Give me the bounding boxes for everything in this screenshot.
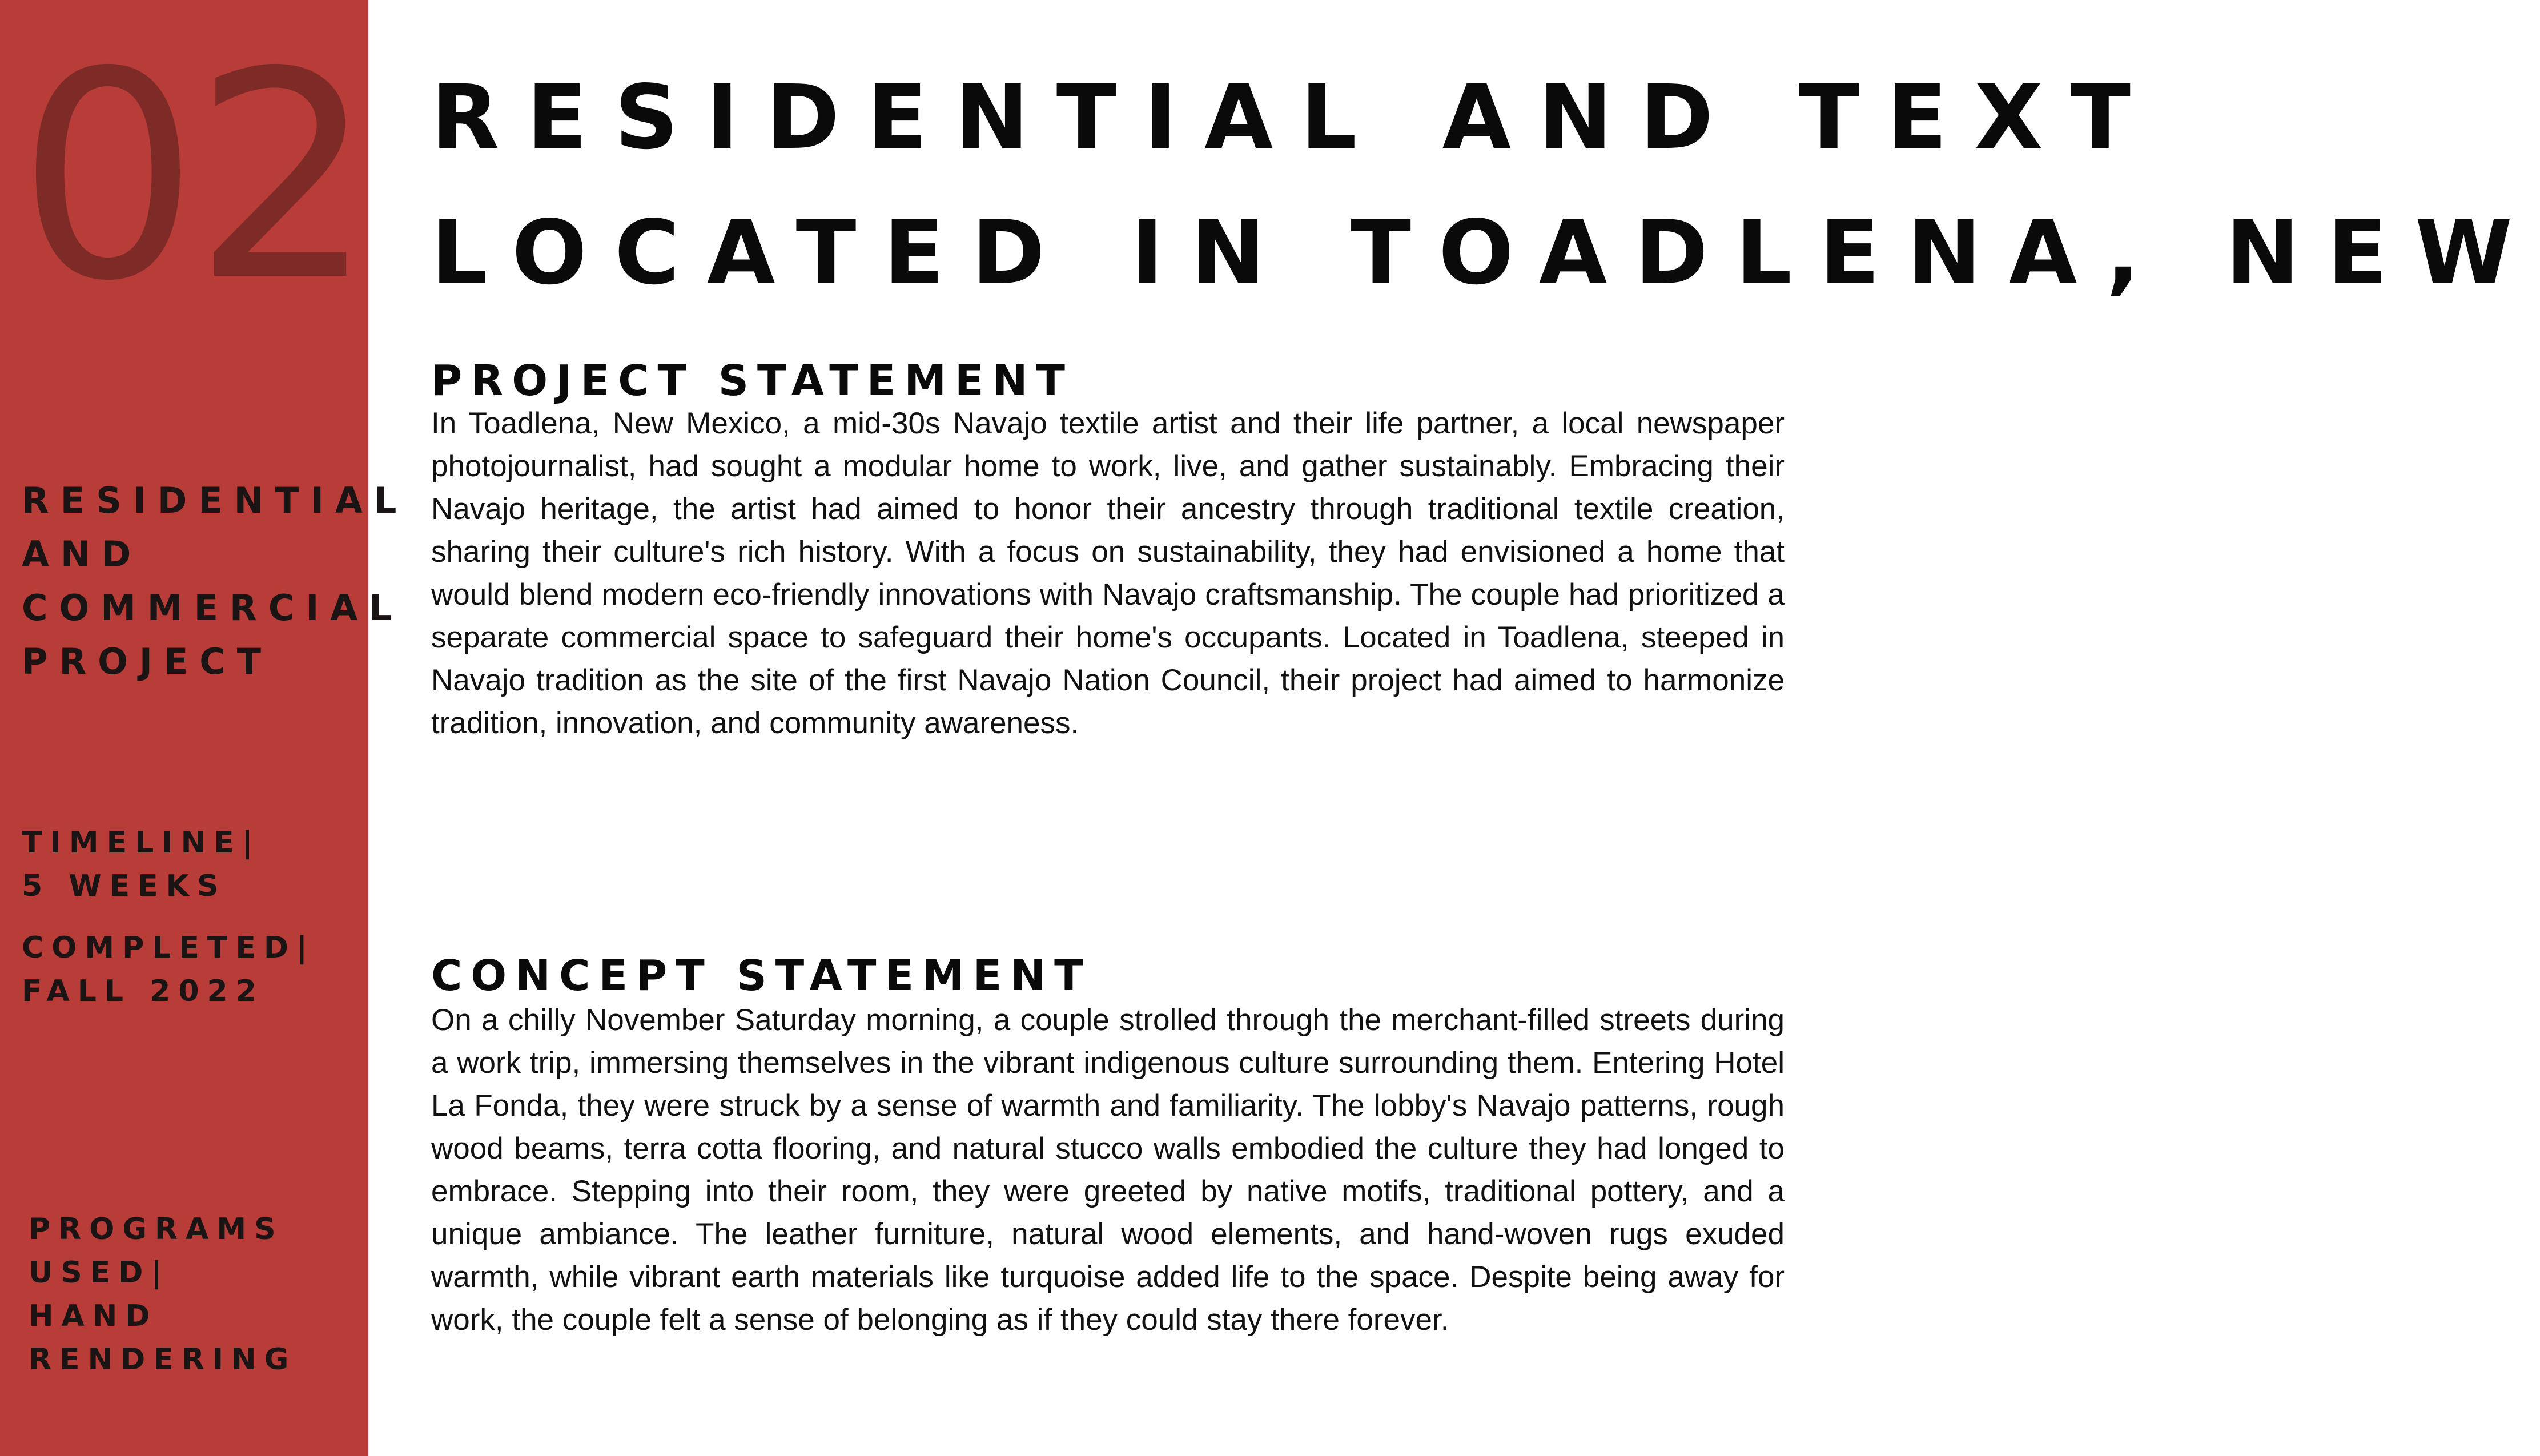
concept-statement-body: On a chilly November Saturday morning, a couple strolled through the merchant-filled streets during a work trip, immersing themselves in the vibrant indigenous culture surrounding them. Entering Hotel La Fonda, they were struck by a sense of warmth and familiarity. The lobby's Navajo patterns, rough wood beams, terra cotta flooring, and natural stucco walls embodied the culture they had longed to embrace. Stepping into their room, they were greeted by native motifs, traditional pottery, and a unique ambiance. The leather furniture, natural wood elements, and hand-woven rugs exuded warmth, while vibrant earth materials like turquoise added life to the space. Despite being away for work, the couple felt a sense of belonging as if they could stay there forever. [431,1003,1785,1337]
project-statement-body: In Toadlena, New Mexico, a mid-30s Navajo textile artist and their life partner, a local newspaper photojournalist, had sought a modular home to work, live, and gather sustainably. Embracing their Navajo heritage, the artist had aimed to honor their ancestry through traditional textile creation, sharing their culture's rich history. With a focus on sustainability, they had envisioned a home that would blend modern eco-friendly innovations with Navajo craftsmanship. The couple had prioritized a separate commercial space to safeguard their home's occupants. Located in Toadlena, steeped in Navajo tradition as the site of the first Navajo Nation Council, their project had aimed to harmonize tradition, innovation, and community awareness. [431,407,1785,740]
completed-label: COMPLETED| [22,931,316,965]
programs-value: HAND [29,1299,158,1333]
completed-info [22,926,315,1013]
programs-value: RENDERING [29,1342,297,1377]
completed-value: FALL 2022 [22,974,264,1008]
programs-info [29,1208,296,1381]
project-statement-heading: PROJECT STATEMENT [431,356,1074,405]
project-type-label [22,474,408,689]
sidebar-panel [0,0,408,1456]
timeline-info [22,821,261,908]
programs-label: USED| [29,1256,170,1290]
concept-statement-heading: CONCEPT STATEMENT [431,951,1092,1000]
page-title-line-2: LOCATED IN TOADLENA, NEW [431,201,2540,304]
page-number: 02 [17,11,369,343]
project-type-line: COMMERCIAL [22,587,403,629]
page-title-line-1: RESIDENTIAL AND TEXT [431,66,2159,169]
project-type-line: PROJECT [22,641,273,682]
timeline-label: TIMELINE| [22,826,261,860]
project-type-line: RESIDENTIAL [22,480,408,521]
programs-label: PROGRAMS [29,1212,284,1246]
project-type-line: AND [22,533,143,575]
timeline-value: 5 WEEKS [22,869,227,903]
